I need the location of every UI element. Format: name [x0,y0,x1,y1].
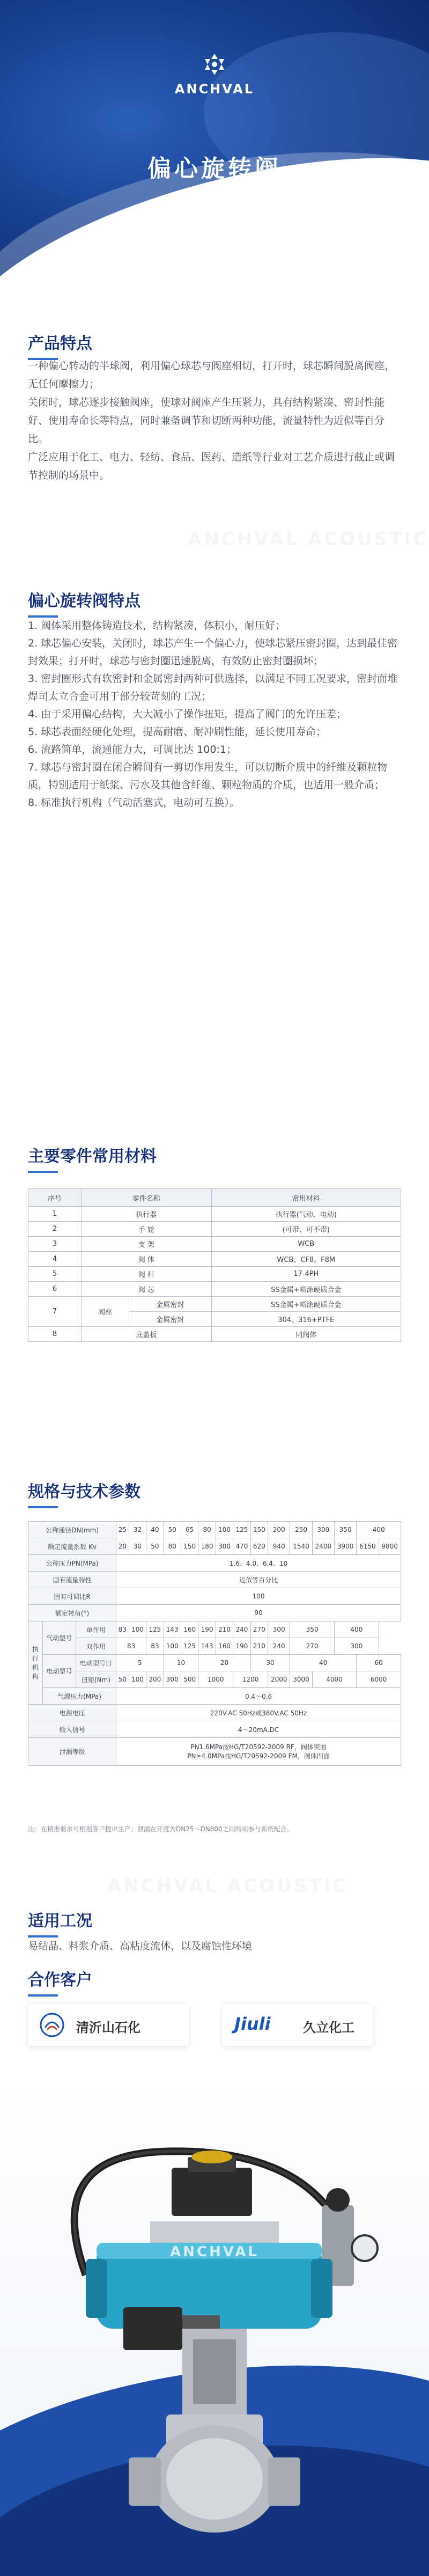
table-cell: 30 [129,1538,146,1555]
table-cell: 190 [198,1621,216,1638]
table-row: 额定流量系数 Kv 20 30 50 80 150 180 300 470 620 940 1540 2400 3900 6150 9800 [28,1538,401,1555]
hero-banner [0,0,429,300]
list-item: 5. 球芯表面经硬化处理，提高耐磨、耐冲刷性能，延长使用寿命； [28,726,327,738]
table-cell: 143 [198,1638,216,1655]
table-cell: 6150 [357,1538,379,1555]
table-cell: 1000 [198,1671,233,1688]
table-cell: 300 [164,1671,181,1688]
table-cell: 270 [290,1638,335,1655]
table-cell: 80 [198,1522,216,1538]
table-cell: 400 [334,1621,379,1638]
table-cell: 125 [146,1621,164,1638]
valve-features-list [28,617,403,812]
table-row: 扭矩(Nm) 50 100 200 300 500 1000 1200 2000 3000 4000 6000 [28,1671,401,1688]
table-cell: 100 [129,1621,146,1638]
seat-label: 阀座 [82,1297,129,1327]
list-item: 7. 球芯与密封圈在闭合瞬间有一剪切作用发生，可以切断介质中的纤维及颗粒物质，特别适用于纸浆、污水及其他含纤维、颗粒物质的介质，也适用一般介质； [28,761,388,791]
table-cell: 25 [116,1522,129,1538]
table-row: 双作用 83 83 100 125 143 160 190 210 240 270 300 [28,1638,401,1655]
table-row: 金属密封 304、316+PTFE [28,1312,401,1327]
table-cell: 3000 [290,1671,312,1688]
valve-product-icon [21,2135,408,2554]
table-cell: 100 [164,1638,181,1655]
table-cell: 4000 [312,1671,357,1688]
partner-name: 清沂山石化 [76,2020,140,2035]
table-row: 3 支 架 WCB [28,1237,401,1252]
table-cell: 32 [129,1522,146,1538]
table-cell: 200 [268,1522,290,1538]
table-cell: 300 [216,1538,233,1555]
features-text [28,357,403,485]
table-cell: 200 [146,1671,164,1688]
table-cell: 240 [268,1638,290,1655]
table-cell: 80 [164,1538,181,1555]
table-cell: 210 [216,1621,233,1638]
table-cell: 1540 [290,1538,312,1555]
table-cell: 180 [198,1538,216,1555]
table-cell: 150 [250,1522,268,1538]
table-row: 公称通径DN(mm) 25 32 40 50 65 80 100 125 150 200 250 300 350 400 [28,1522,401,1538]
table-row: 7 阀座 金属密封 SS金属+喷涂硬质合金 [28,1297,401,1312]
table-cell: 125 [181,1638,198,1655]
page-title: 偏心旋转阀 [147,155,282,182]
table-cell: 240 [233,1621,250,1638]
table-cell: 50 [116,1671,129,1688]
table-cell: 190 [233,1638,250,1655]
table-cell: 300 [312,1522,334,1538]
table-cell: 50 [146,1538,164,1555]
partner-card [223,2004,373,2046]
table-row: 气源压力(MPa) 0.4～0.6 [28,1688,401,1705]
table-row: 2 手 轮 (可带、可不带) [28,1222,401,1237]
table-row: 固有可调比R 100 [28,1588,401,1605]
table-cell: 30 [250,1655,290,1671]
table-cell: 20 [116,1538,129,1555]
table-cell: 210 [250,1638,268,1655]
partners-title: 合作客户 [28,1966,92,1997]
table-cell: 160 [216,1638,233,1655]
valve-features-title: 偏心旋转阀特点 [28,588,140,618]
features-paragraph: 广泛应用于化工、电力、轻纺、食品、医药、造纸等行业对工艺介质进行截止或调节控制的场景中。 [28,451,395,481]
table-cell: 300 [268,1621,290,1638]
table-cell: 65 [181,1522,198,1538]
list-item: 3. 密封圈形式有软密封和金属密封两种可供选择，以满足不同工况要求，密封面堆焊司太立合金可用于部分较苛刻的工况； [28,673,398,702]
table-header: 常用材料 [211,1189,401,1207]
table-cell: 40 [290,1655,357,1671]
table-cell: 160 [181,1621,198,1638]
table-header: 零件名称 [82,1189,212,1207]
partner-card [28,2004,189,2046]
table-row: 1 执行器 执行器(气动、电动) [28,1207,401,1222]
table-cell: 400 [357,1522,401,1538]
table-row: 执行机构 气动型号 单作用 83 100 125 143 160 190 210 240 270 300 350 400 [28,1621,401,1638]
table-cell: 100 [216,1522,233,1538]
table-cell: 350 [334,1522,356,1538]
table-row: 6 阀 芯 SS金属+喷涂硬质合金 [28,1282,401,1297]
partner-logo-icon [40,2013,64,2037]
table-cell: 83 [146,1638,164,1655]
table-cell: 10 [164,1655,198,1671]
brand-name: ANCHVAL [174,82,255,97]
table-cell: 9800 [379,1538,401,1555]
anchval-logo-icon [202,52,227,77]
table-cell: 620 [250,1538,268,1555]
partner-logo-text: Jiuli [234,2014,271,2034]
table-cell: 100 [129,1671,146,1688]
table-cell: 6000 [357,1671,401,1688]
table-cell: 83 [116,1638,146,1655]
table-cell: 250 [290,1522,312,1538]
table-row: 电动型号 电动型号口 5 10 20 30 40 60 [28,1655,401,1671]
table-cell: 940 [268,1538,290,1555]
table-row: 5 阀 杆 17-4PH [28,1267,401,1282]
table-cell: 470 [233,1538,250,1555]
table-cell: 270 [250,1621,268,1638]
watermark: ANCHVAL ACOUSTIC [107,1875,349,1897]
list-item: 4. 由于采用偏心结构，大大减小了操作扭矩，提高了阀门的允许压差； [28,708,347,720]
table-cell: 150 [181,1538,198,1555]
list-item: 6. 流路简单，流通能力大，可调比达 100:1； [28,744,236,755]
table-row: 输入信号 4～20mA.DC [28,1721,401,1738]
features-title: 产品特点 [28,330,92,360]
table-row: 泄漏等级 PN1.6MPa按HG/T20592-2009 RF，阀体突面 PN≥4.0MPa按HG/T20592-2009 FM，阀体凹面 [28,1738,401,1766]
table-row: 固有流量特性 近似等百分比 [28,1572,401,1588]
partner-name: 久立化工 [303,2020,354,2035]
table-cell: 300 [334,1638,379,1655]
table-row: 4 阀 体 WCB、CF8、F8M [28,1252,401,1267]
spec-note: 注：在精准要求可根据客户提出生产；泄漏在开度为DN25～DN800之间的须参与系统配合。 [28,1825,293,1833]
table-row: 公称压力PN(MPa) 1.6、4.0、6.4、10 [28,1555,401,1572]
table-cell: 60 [357,1655,401,1671]
watermark: ANCHVAL ACOUSTIC [188,529,429,550]
table-cell: 40 [146,1522,164,1538]
table-cell: 2000 [268,1671,290,1688]
list-item: 8. 标准执行机构（气动活塞式，电动可互换）。 [28,797,240,809]
table-cell: 3900 [334,1538,356,1555]
table-cell: 500 [181,1671,198,1688]
table-cell: 1200 [233,1671,268,1688]
table-cell: 20 [198,1655,250,1671]
table-cell: 5 [116,1655,164,1671]
list-item: 1. 阀体采用整体铸造技术，结构紧凑，体积小，耐压好； [28,620,286,632]
table-row: 8 底盖板 同阀体 [28,1327,401,1342]
table-cell: 143 [164,1621,181,1638]
specs-title: 规格与技术参数 [28,1478,140,1508]
table-row: 额定转角(°) 90 [28,1605,401,1621]
features-paragraph: 关闭时，球芯逐步接触阀座，使球对阀座产生压紧力，具有结构紧凑、密封性能好、使用寿命长等特点，同时兼备调节和切断两种功能，流量特性为近似等百分比。 [28,397,385,445]
list-item: 2. 球芯偏心安装，关闭时，球芯产生一个偏心力，使球芯紧压密封圈，达到最佳密封效果；打开时，球芯与密封圈迅速脱离，有效防止密封圈损坏； [28,637,398,667]
product-brand-name: ANCHVAL [170,2244,259,2260]
table-cell: 83 [116,1621,129,1638]
table-row: 电源电压 220V.AC 50Hz或380V.AC 50Hz [28,1705,401,1721]
table-header: 序号 [28,1189,82,1207]
application-text: 易结晶、料浆介质、高粘度流体，以及腐蚀性环境 [28,1940,253,1952]
spec-table [28,1521,401,1766]
table-cell: 2400 [312,1538,334,1555]
parts-table [28,1188,401,1342]
parts-title: 主要零件常用材料 [28,1143,157,1173]
table-cell: 50 [164,1522,181,1538]
table-cell: 350 [290,1621,335,1638]
application-title: 适用工况 [28,1907,92,1937]
table-cell: 125 [233,1522,250,1538]
features-paragraph: 一种偏心转动的半球阀，利用偏心球芯与阀座相切，打开时，球芯瞬间脱离阀座，无任何摩擦力； [28,360,395,390]
